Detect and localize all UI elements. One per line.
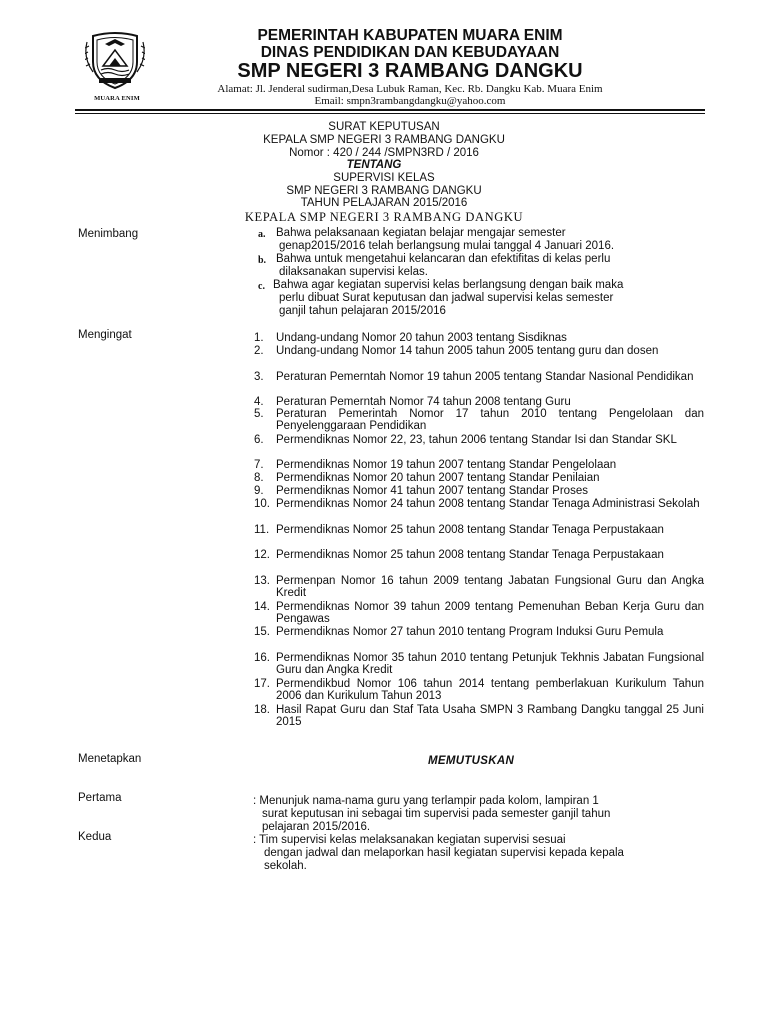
pertama-line3: pelajaran 2015/2016. (262, 821, 371, 833)
letterhead-rule-thick (75, 109, 705, 111)
list-number: 14. (254, 601, 270, 613)
list-item: Permendiknas Nomor 22, 23, tahun 2006 tentang Standar Isi dan Standar SKL (276, 434, 677, 446)
list-item: Permenpan Nomor 16 tahun 2009 tentang Jabatan Fungsional Guru dan Angka Kredit (276, 575, 704, 600)
section-label-menetapkan: Menetapkan (78, 753, 142, 765)
letterhead-email: Email: smpn3rambangdangku@yahoo.com (314, 95, 506, 107)
menimbang-b-line1: Bahwa untuk mengetahui kelancaran dan efektifitas di kelas perlu (276, 253, 611, 265)
kedua-line1: : Tim supervisi kelas melaksanakan kegiatan supervisi sesuai (253, 834, 566, 846)
kedua-line3: sekolah. (264, 860, 307, 872)
list-number: 2. (254, 345, 264, 357)
list-number: 9. (254, 485, 264, 497)
regency-emblem-icon (85, 28, 145, 90)
letterhead-government: PEMERINTAH KABUPATEN MUARA ENIM (257, 27, 563, 44)
list-number: 4. (254, 396, 264, 408)
list-item: Permendiknas Nomor 19 tahun 2007 tentang Standar Pengelolaan (276, 459, 617, 471)
list-item: Peraturan Pemerintah Nomor 17 tahun 2010 tentang Pengelolaan dan Penyelenggaraan Pendidikan (276, 408, 704, 433)
list-marker-b: b. (258, 255, 267, 266)
letterhead-department: DINAS PENDIDIKAN DAN KEBUDAYAAN (260, 44, 560, 61)
decree-about-heading: TENTANG (346, 159, 402, 171)
section-label-pertama: Pertama (78, 792, 122, 804)
menimbang-c-line1: Bahwa agar kegiatan supervisi kelas berlangsung dengan baik maka (273, 279, 624, 291)
menimbang-c-line3: ganjil tahun pelajaran 2015/2016 (279, 305, 446, 317)
decree-school-year: TAHUN PELAJARAN 2015/2016 (300, 197, 468, 209)
list-item: Permendiknas Nomor 41 tahun 2007 tentang Standar Proses (276, 485, 588, 497)
decree-subject: SUPERVISI KELAS (333, 172, 435, 184)
list-item: Permendikbud Nomor 106 tahun 2014 tentang pemberlakuan Kurikulum Tahun 2006 dan Kurikulum Tahun 2013 (276, 678, 704, 703)
list-item: Peraturan Pemerntah Nomor 19 tahun 2005 tentang Standar Nasional Pendidikan (276, 371, 694, 383)
decree-issuer: KEPALA SMP NEGERI 3 RAMBANG DANGKU (263, 134, 505, 146)
list-number: 15. (254, 626, 270, 638)
list-marker-a: a. (258, 229, 266, 240)
list-number: 11. (254, 524, 270, 536)
pertama-line1: : Menunjuk nama-nama guru yang terlampir pada kolom, lampiran 1 (253, 795, 599, 807)
list-number: 10. (254, 498, 270, 510)
section-label-mengingat: Mengingat (78, 329, 132, 341)
list-item: Permendiknas Nomor 25 tahun 2008 tentang Standar Tenaga Perpustakaan (276, 524, 664, 536)
list-item: Peraturan Pemerntah Nomor 74 tahun 2008 tentang Guru (276, 396, 571, 408)
kedua-line2: dengan jadwal dan melaporkan hasil kegiatan supervisi kepada kepala (264, 847, 624, 859)
decree-principal-heading: KEPALA SMP NEGERI 3 RAMBANG DANGKU (244, 210, 524, 224)
list-number: 6. (254, 434, 264, 446)
list-number: 13. (254, 575, 270, 587)
list-number: 5. (254, 408, 264, 420)
list-number: 1. (254, 332, 264, 344)
decree-title: SURAT KEPUTUSAN (328, 121, 440, 133)
decree-subject-school: SMP NEGERI 3 RAMBANG DANGKU (286, 185, 482, 197)
letterhead-rule-thin (75, 113, 705, 114)
letterhead-school-name: SMP NEGERI 3 RAMBANG DANGKU (237, 60, 583, 82)
emblem-caption: MUARA ENIM (94, 95, 140, 102)
section-label-menimbang: Menimbang (78, 228, 139, 240)
decree-number: Nomor : 420 / 244 /SMPN3RD / 2016 (289, 147, 479, 159)
decision-heading: MEMUTUSKAN (428, 755, 515, 767)
list-item: Hasil Rapat Guru dan Staf Tata Usaha SMPN 3 Rambang Dangku tanggal 25 Juni 2015 (276, 704, 704, 729)
list-number: 18. (254, 704, 270, 716)
pertama-line2: surat keputusan ini sebagai tim supervisi pada semester ganjil tahun (262, 808, 611, 820)
section-label-kedua: Kedua (78, 831, 112, 843)
menimbang-c-line2: perlu dibuat Surat keputusan dan jadwal supervisi kelas semester (279, 292, 614, 304)
list-item: Permendiknas Nomor 20 tahun 2007 tentang Standar Penilaian (276, 472, 600, 484)
menimbang-a-line1: Bahwa pelaksanaan kegiatan belajar mengajar semester (276, 227, 566, 239)
list-number: 16. (254, 652, 270, 664)
list-marker-c: c. (258, 281, 265, 292)
list-item: Permendiknas Nomor 24 tahun 2008 tentang Standar Tenaga Administrasi Sekolah (276, 498, 700, 510)
list-number: 3. (254, 371, 264, 383)
list-item: Permendiknas Nomor 27 tahun 2010 tentang Program Induksi Guru Pemula (276, 626, 664, 638)
list-item: Permendiknas Nomor 25 tahun 2008 tentang Standar Tenaga Perpustakaan (276, 549, 664, 561)
list-number: 7. (254, 459, 264, 471)
list-number: 8. (254, 472, 264, 484)
list-item: Undang-undang Nomor 14 tahun 2005 tahun 2005 tentang guru dan dosen (276, 345, 659, 357)
list-number: 12. (254, 549, 270, 561)
menimbang-b-line2: dilaksanakan supervisi kelas. (279, 266, 428, 278)
list-number: 17. (254, 678, 270, 690)
list-item: Permendiknas Nomor 39 tahun 2009 tentang Pemenuhan Beban Kerja Guru dan Pengawas (276, 601, 704, 626)
menimbang-a-line2: genap2015/2016 telah berlangsung mulai tanggal 4 Januari 2016. (279, 240, 615, 252)
list-item: Undang-undang Nomor 20 tahun 2003 tentang Sisdiknas (276, 332, 567, 344)
list-item: Permendiknas Nomor 35 tahun 2010 tentang Petunjuk Tekhnis Jabatan Fungsional Guru dan Angka Kredit (276, 652, 704, 677)
letterhead-address: Alamat: Jl. Jenderal sudirman,Desa Lubuk Raman, Kec. Rb. Dangku Kab. Muara Enim (217, 83, 603, 95)
